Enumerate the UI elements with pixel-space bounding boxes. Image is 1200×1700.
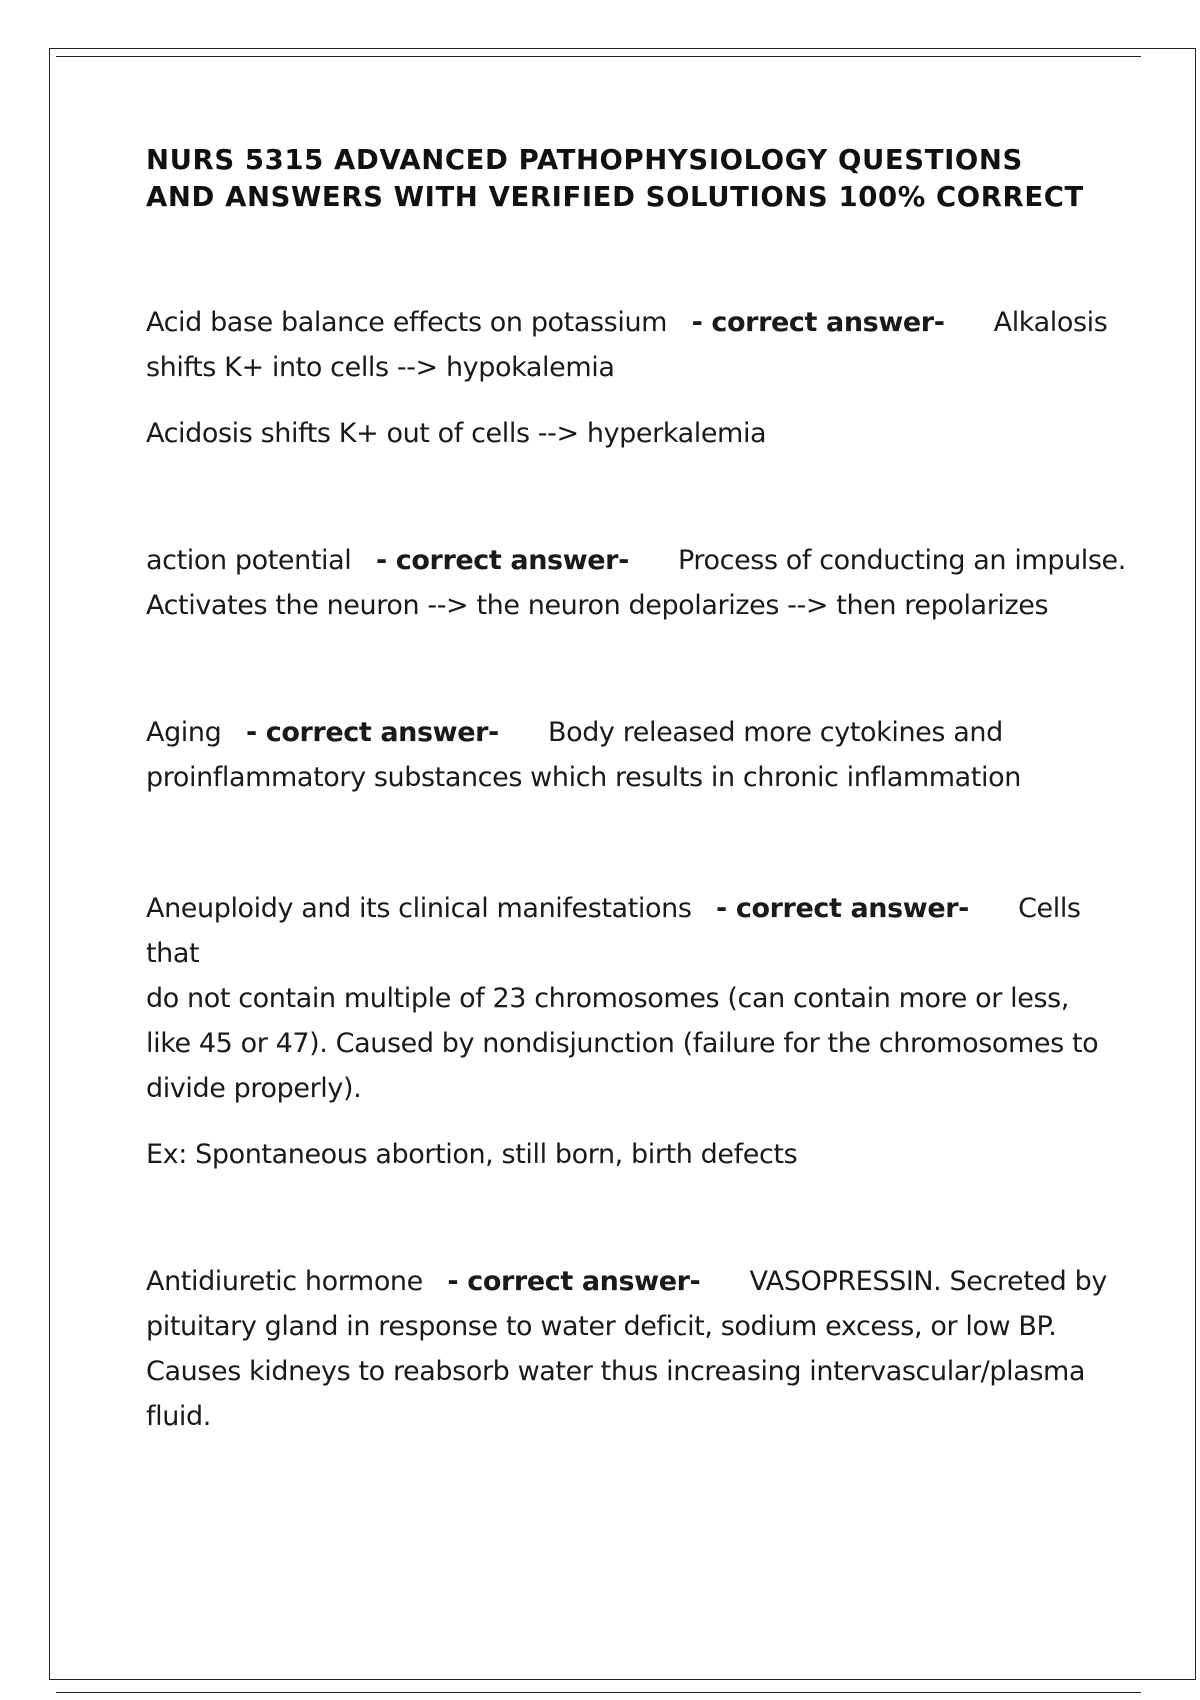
answer-line: Body released more cytokines and: [547, 717, 1003, 748]
qa-entry-extra: Ex: Spontaneous abortion, still born, birth defects: [146, 1139, 798, 1170]
correct-answer-separator: - correct answer-: [245, 717, 499, 748]
document-body: [146, 142, 1126, 1439]
term: Aneuploidy and its clinical manifestations: [146, 893, 692, 924]
qa-entry-action-potential: [146, 538, 1126, 628]
qa-entry-aneuploidy: [146, 886, 1126, 1111]
answer-line: shifts K+ into cells --> hypokalemia: [146, 352, 615, 383]
qa-entry-aging: [146, 710, 1126, 800]
correct-answer-separator: - correct answer-: [375, 545, 629, 576]
answer-line: proinflammatory substances which results in chronic inflammation: [146, 762, 1021, 793]
answer-line: Process of conducting an impulse.: [677, 545, 1126, 576]
footer-rule: [56, 1692, 1141, 1693]
qa-entry-extra: Acidosis shifts K+ out of cells --> hyperkalemia: [146, 418, 767, 449]
answer-line: like 45 or 47). Caused by nondisjunction (failure for the chromosomes to: [146, 1028, 1099, 1059]
term: Antidiuretic hormone: [146, 1266, 423, 1297]
answer-line: do not contain multiple of 23 chromosomes (can contain more or less,: [146, 983, 1069, 1014]
correct-answer-separator: - correct answer-: [447, 1266, 701, 1297]
term: Aging: [146, 717, 222, 748]
title-line-1: NURS 5315 ADVANCED PATHOPHYSIOLOGY QUESTIONS: [146, 144, 1023, 176]
header-rule: [56, 56, 1141, 57]
answer-line: Activates the neuron --> the neuron depolarizes --> then repolarizes: [146, 590, 1049, 621]
answer-line: divide properly).: [146, 1073, 362, 1104]
answer-line: Causes kidneys to reabsorb water thus increasing intervascular/plasma: [146, 1356, 1086, 1387]
correct-answer-separator: - correct answer-: [691, 307, 945, 338]
answer-line: VASOPRESSIN. Secreted by: [749, 1266, 1107, 1297]
answer-line: Cells that: [146, 893, 1081, 969]
answer-line: fluid.: [146, 1401, 211, 1432]
qa-entry-acid-base: [146, 300, 1126, 390]
term: Acid base balance effects on potassium: [146, 307, 668, 338]
document-title: [146, 142, 1126, 216]
answer-line: Alkalosis: [993, 307, 1108, 338]
qa-entry-antidiuretic-hormone: [146, 1259, 1126, 1439]
title-line-2: AND ANSWERS WITH VERIFIED SOLUTIONS 100% CORRECT: [146, 181, 1084, 213]
term: action potential: [146, 545, 352, 576]
correct-answer-separator: - correct answer-: [716, 893, 969, 924]
answer-line: pituitary gland in response to water deficit, sodium excess, or low BP.: [146, 1311, 1057, 1342]
